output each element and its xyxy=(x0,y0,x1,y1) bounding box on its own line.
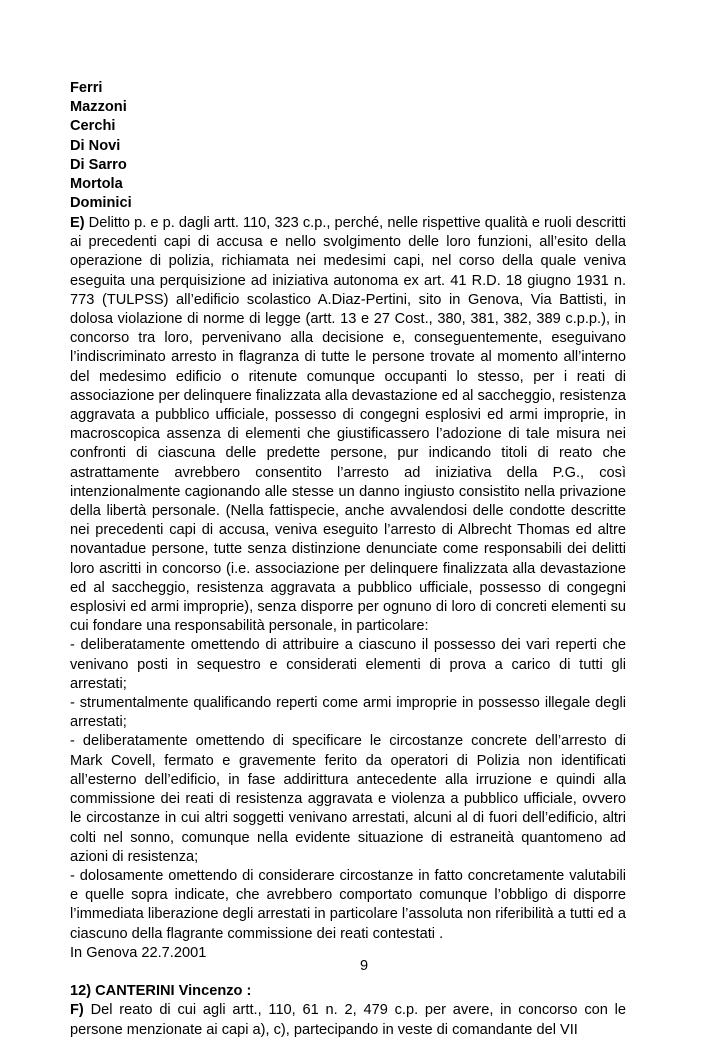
bullet-item: - deliberatamente omettendo di specificare le circostanze concrete dell’arresto di Mark Covell, fermato e gravemente ferito da operatori di Polizia non identificati all’esterno dell’edificio, in fase addirittura antecedente alla irruzione e quindi alla commissione dei reati di resistenza aggravata e violenza a pubblico ufficiale, ovvero le circostanze in cui altri soggetti venivano arrestati, alcuni al di fuori dell’edificio, altri colti nel sonno, comunque nella evidente situazione di estraneità quantomeno ad azioni di resistenza; xyxy=(70,733,626,865)
name-item: Di Sarro xyxy=(70,156,127,173)
charge-f-paragraph xyxy=(70,1001,626,1039)
defendant-names-list xyxy=(70,79,630,213)
name-item: Cerchi xyxy=(70,118,116,135)
document-body xyxy=(70,214,626,1040)
name-item: Ferri xyxy=(70,80,103,96)
page-number: 9 xyxy=(359,958,369,974)
name-item: Di Novi xyxy=(70,137,121,154)
charge-f-label: F) xyxy=(70,1002,84,1019)
charge-e-paragraph xyxy=(70,214,626,636)
bullet-item: - strumentalmente qualificando reperti come armi improprie in possesso illegale degli arrestati; xyxy=(70,695,626,731)
charge-e-text: Delitto p. e p. dagli artt. 110, 323 c.p., perché, nelle rispettive qualità e ruoli descritti ai precedenti capi di accusa e nello svolgimento delle loro funzioni, all’esito della operazione di polizia, richiamata nei medesimi capi, nel corso della quale veniva eseguita una perquisizione ad iniziativa autonoma ex art. 41 R.D. 18 giugno 1931 n. 773 (TULPSS) all’edificio scolastico A.Diaz-Pertini, sito in Genova, Via Battisti, in dolosa violazione di norme di legge (artt. 13 e 27 Cost., 380, 381, 382, 389 c.p.p.), in concorso tra loro, pervenivano alla decisione e, conseguentemente, eseguivano l’indiscriminato arresto in flagranza di tutte le persone trovate al momento all’interno del medesimo edificio o ritenute comunque occupanti lo stesso, per i reati di associazione per delinquere finalizzata alla devastazione ed al saccheggio, resistenza aggravata a pubblico ufficiale, possesso di congegni esplosivi ed armi improprie, in macroscopica assenza di elementi che giustificassero l’adozione di tale misura nei confronti di ciascuna delle predette persone, pur indicando titoli di reato che astrattamente avrebbero consentito l’arresto ad iniziativa della P.G., così intenzionalmente cagionando alle stesse un danno ingiusto consistito nella privazione della libertà personale. (Nella fattispecie, anche avvalendosi delle condotte descritte nei precedenti capi di accusa, veniva eseguito l’arresto di Albrecht Thomas ed altre novantadue persone, tutte senza distinzione denunciate come responsabili dei delitti loro ascritti in concorso (i.e. associazione per delinquere finalizzata alla devastazione ed al saccheggio, resistenza aggravata a pubblico ufficiale, possesso di congegni esplosivi ed armi improprie), senza disporre per ognuno di loro di concreti elementi su cui fondare una responsabilità personale, in particolare: xyxy=(70,215,626,635)
place-date: In Genova 22.7.2001 xyxy=(70,944,207,961)
charge-e-label: E) xyxy=(70,215,85,231)
bullet-item: - dolosamente omettendo di considerare circostanze in fatto concretamente valutabili e quelle sopra indicate, che avrebbero comportato comunque l’obbligo di disporre l’immediata liberazione degli arrestati in particolare l’assoluta non riferibilità a tutti ed a ciascuno della flagrante commissione dei reati contestati . xyxy=(70,867,626,942)
name-item: Dominici xyxy=(70,195,132,212)
name-item: Mazzoni xyxy=(70,99,127,116)
bullet-item: - deliberatamente omettendo di attribuire a ciascuno il possesso dei vari reperti che venivano posti in sequestro e considerati elementi di prova a carico di tutti gli arrestati; xyxy=(70,637,626,692)
name-item: Mortola xyxy=(70,175,123,192)
charge-f-text: Del reato di cui agli artt., 110, 61 n. 2, 479 c.p. per avere, in concorso con le persone menzionate ai capi a), c), partecipando in veste di comandante del VII xyxy=(70,1002,626,1038)
defendant-heading: 12) CANTERINI Vincenzo : xyxy=(70,983,252,1000)
